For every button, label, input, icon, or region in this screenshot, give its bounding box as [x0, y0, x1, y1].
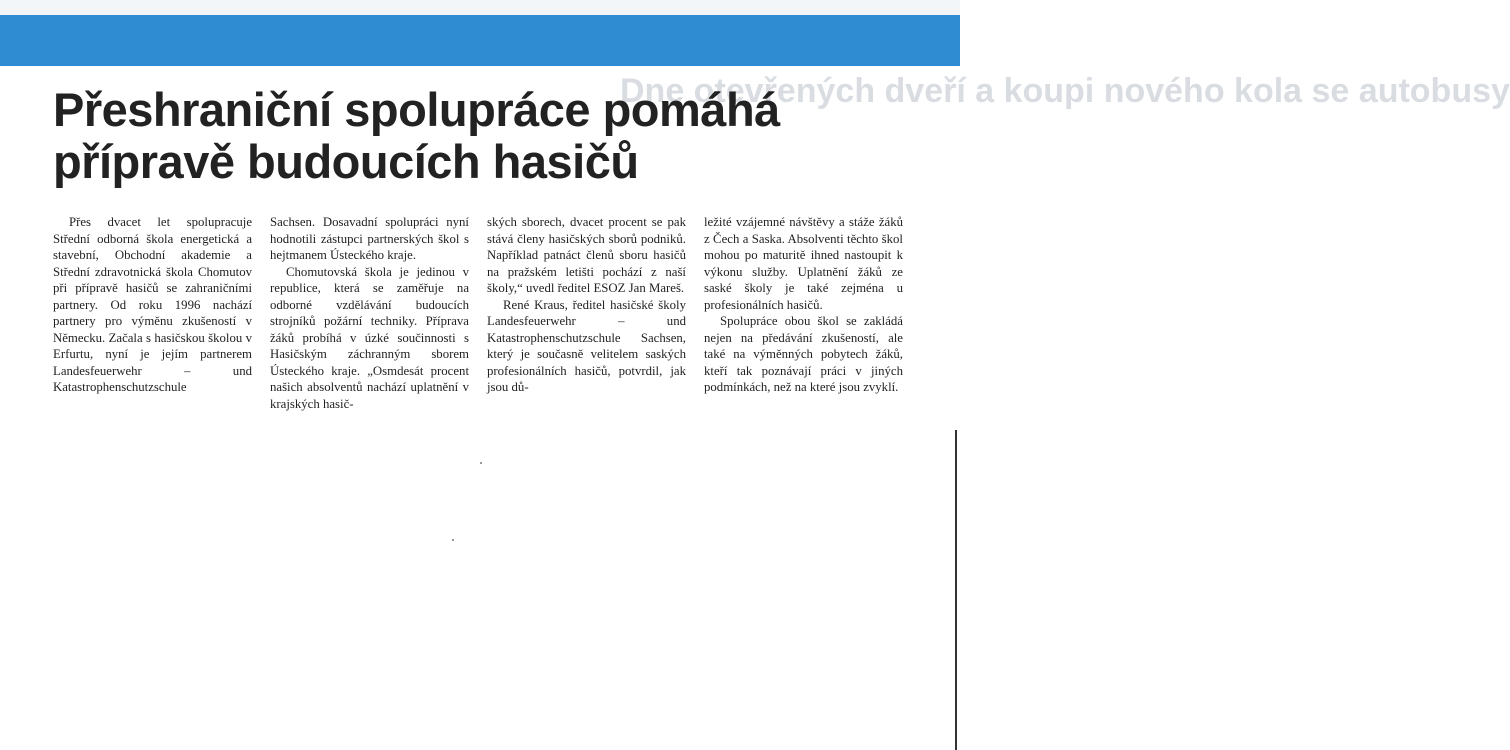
- article-column-1: [53, 214, 252, 412]
- article-body: [53, 214, 903, 412]
- paragraph: Spolupráce obou škol se zakládá nejen na předávání zkušeností, ale také na výměnných pobytech žáků, kteří tak poznávají práci v jiných podmínkách, než na které jsou zvyklí.: [704, 314, 903, 394]
- article-column-2: [270, 214, 469, 412]
- paragraph: Přes dvacet let spolupracuje Střední odborná škola energetická a stavební, Obchodní akademie a Střední zdravotnická škola Chomutov při přípravě hasičů se zahraničními partnery. Od roku 1996 nachází partnery pro výměnu zkušeností v Německu. Začala s hasičskou školou v Erfurtu, nyní je jejím partnerem Landesfeuerwehr – und Katastrophenschutzschule: [53, 215, 252, 394]
- article-column-4: [704, 214, 903, 412]
- paragraph: ských sborech, dvacet procent se pak stává členy hasičských sborů podniků. Například patnáct členů sboru hasičů na pražském letišti pochází z naší školy,“ uvedl ředitel ESOZ Jan Mareš.: [487, 215, 686, 295]
- scan-top-edge: [0, 0, 960, 15]
- paragraph: René Kraus, ředitel hasičské školy Landesfeuerwehr – und Katastrophenschutzschule Sachsen, který je současně velitelem saských profesionálních hasičů, potvrdil, jak jsou dů-: [487, 297, 686, 394]
- bleed-through-headline: Dne otevřených dveří a koupi nového kola se autobusy: [620, 72, 1510, 110]
- scan-speck: [452, 539, 454, 541]
- header-color-band: [0, 15, 960, 66]
- scan-edge-line: [955, 430, 957, 750]
- article-headline: Přeshraniční spolupráce pomáhá přípravě budoucích hasičů: [53, 83, 780, 188]
- paragraph: Chomutovská škola je jedinou v republice, která se zaměřuje na odborné vzdělávání budoucích strojníků požární techniky. Příprava žáků probíhá v úzké součinnosti s Hasičským záchranným sborem Ústeckého kraje. „Osmdesát procent našich absolventů nachází uplatnění v krajských hasič-: [270, 264, 469, 411]
- paragraph: Sachsen. Dosavadní spolupráci nyní hodnotili zástupci partnerských škol s hejtmanem Ústeckého kraje.: [270, 215, 469, 262]
- article-column-3: [487, 214, 686, 412]
- scan-speck: [480, 462, 482, 464]
- paragraph: ležité vzájemné návštěvy a stáže žáků z Čech a Saska. Absolventi těchto škol mohou po maturitě ihned nastoupit k výkonu služby. Uplatnění žáků ze saské školy je také zejména u profesionálních hasičů.: [704, 215, 903, 312]
